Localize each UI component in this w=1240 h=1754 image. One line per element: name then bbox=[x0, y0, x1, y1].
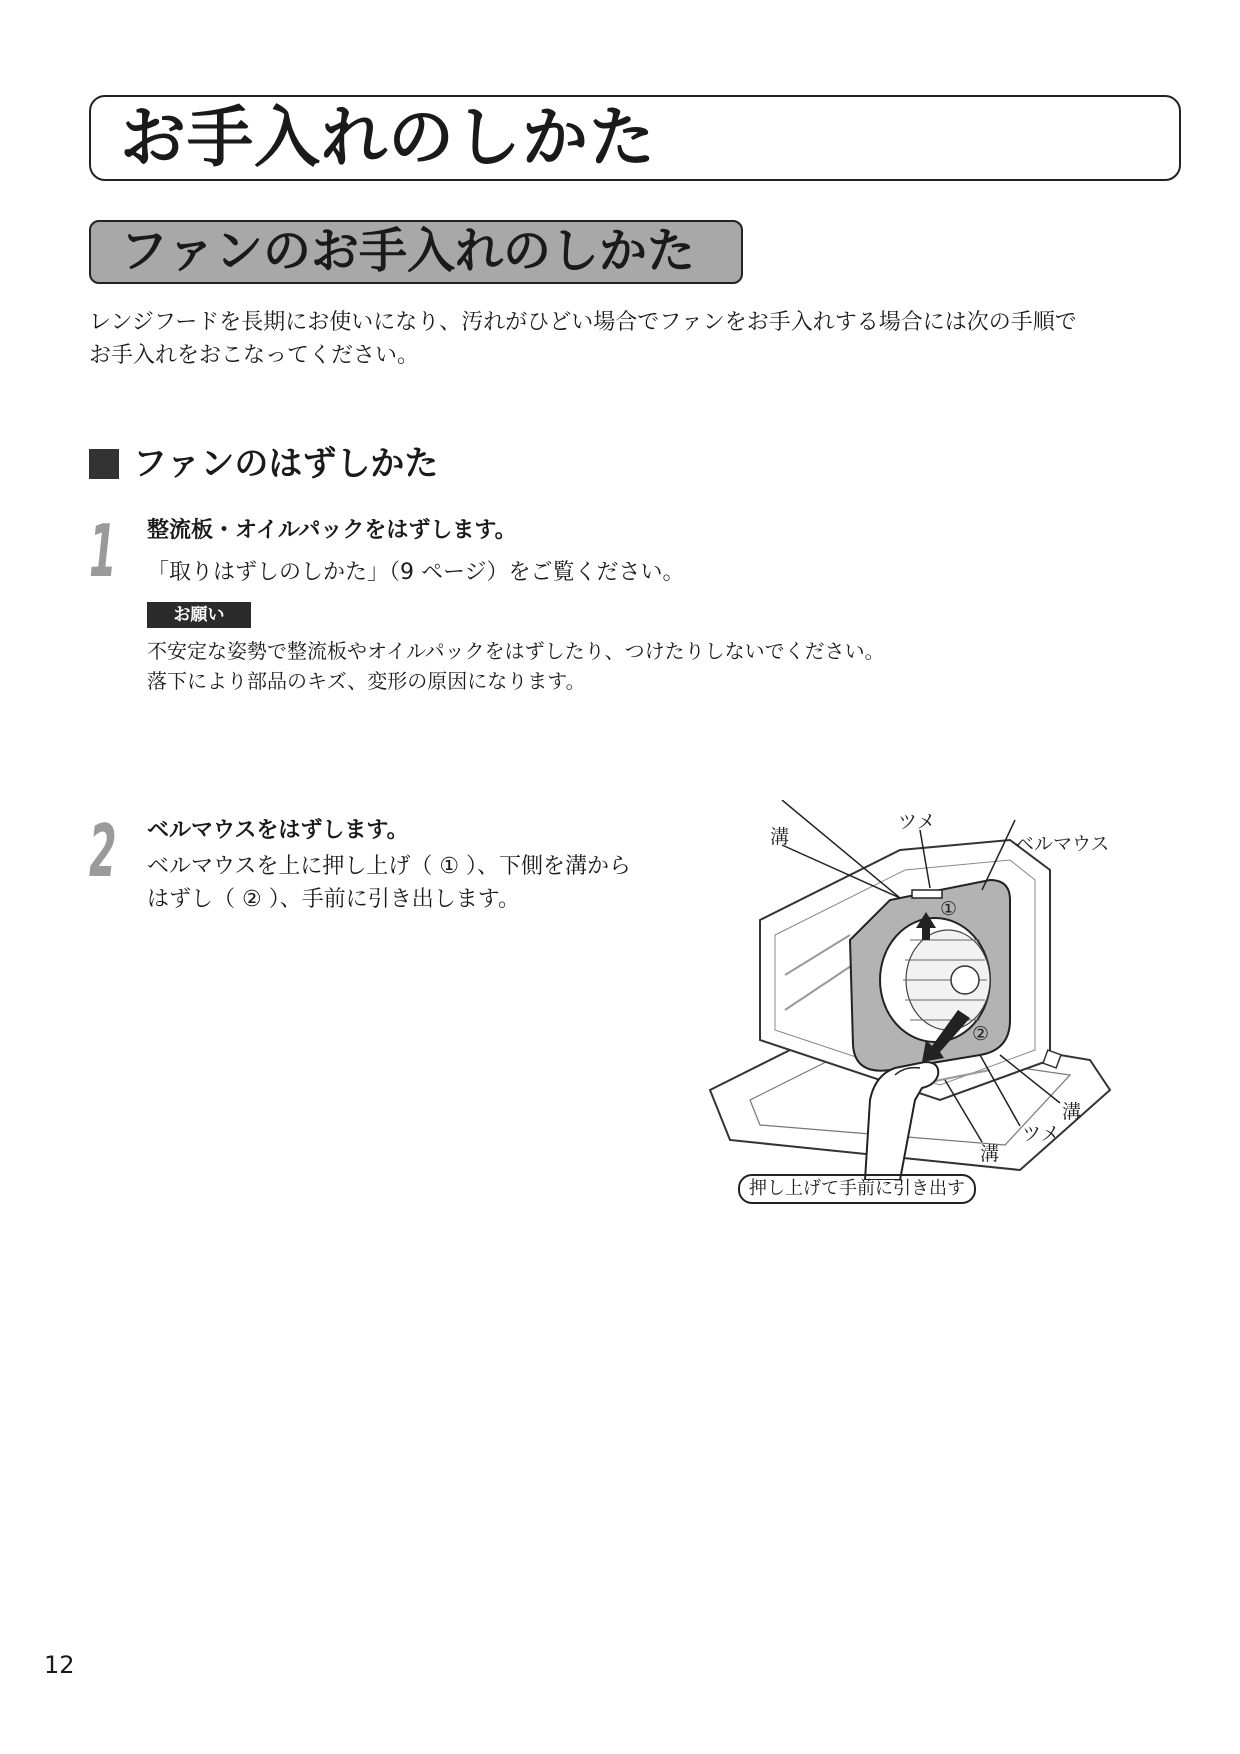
note-body bbox=[147, 636, 885, 696]
illustration-caption: 押し上げて手前に引き出す bbox=[738, 1174, 976, 1204]
intro-text bbox=[89, 306, 1189, 372]
label-groove-right: 溝 bbox=[1062, 1101, 1082, 1123]
section-title: ファンのはずしかた bbox=[133, 444, 439, 484]
page-number: 12 bbox=[44, 1651, 75, 1679]
label-claw-bottom: ツメ bbox=[1022, 1123, 1060, 1145]
intro-line: お手入れをおこなってください。 bbox=[89, 343, 420, 368]
step-body-line: 「取りはずしのしかた」（9 ページ）をご覧ください。 bbox=[147, 560, 685, 585]
claw-top-shape bbox=[912, 890, 942, 898]
subtitle: ファンのお手入れのしかた bbox=[120, 223, 696, 279]
marker-1: ① bbox=[940, 898, 958, 920]
bellmouth-removal-illustration bbox=[690, 800, 1130, 1180]
section-heading bbox=[89, 442, 438, 486]
label-groove-bottom: 溝 bbox=[980, 1143, 1000, 1165]
label-groove-top: 溝 bbox=[770, 826, 790, 848]
page-title: お手入れのしかた bbox=[120, 99, 656, 176]
step-title: ベルマウスをはずします。 bbox=[147, 818, 409, 843]
step-title: 整流板・オイルパックをはずします。 bbox=[147, 518, 517, 543]
intro-line: レンジフードを長期にお使いになり、汚れがひどい場合でファンをお手入れする場合には次の手順で bbox=[89, 310, 1077, 335]
note-line: 不安定な姿勢で整流板やオイルパックをはずしたり、つけたりしないでください。 bbox=[147, 639, 885, 663]
note-line: 落下により部品のキズ、変形の原因になります。 bbox=[147, 669, 586, 693]
step-number: 1 bbox=[89, 509, 117, 593]
step-body-line: ベルマウスを上に押し上げ（ ① ）、下側を溝から bbox=[147, 854, 632, 879]
step-body bbox=[147, 556, 685, 589]
step-body-line: はずし（ ② ）、手前に引き出します。 bbox=[147, 887, 520, 912]
step-number: 2 bbox=[89, 809, 117, 893]
label-bellmouth: ベルマウス bbox=[1015, 833, 1110, 855]
fan-hub bbox=[951, 966, 979, 994]
marker-2: ② bbox=[972, 1023, 990, 1045]
step-body bbox=[147, 850, 631, 916]
square-bullet-icon bbox=[89, 449, 119, 479]
note-badge: お願い bbox=[147, 602, 251, 628]
label-claw-top: ツメ bbox=[898, 811, 936, 833]
